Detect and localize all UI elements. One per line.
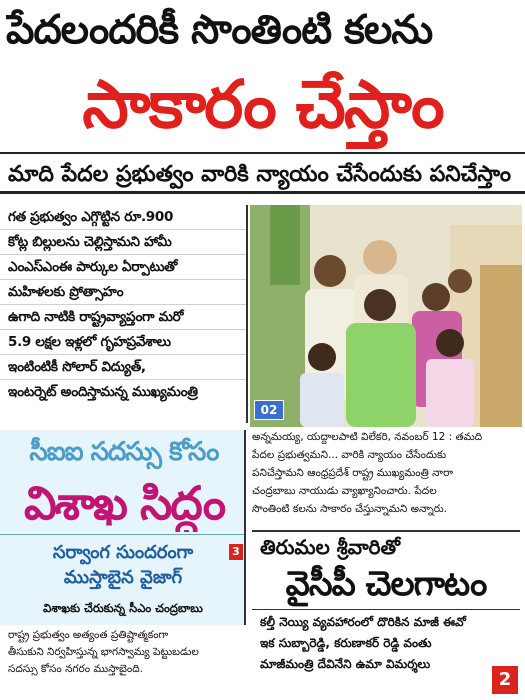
photo-badge: 02 [254,400,284,420]
ttd-main-headline: వైసీపీ చెలగాటం [285,564,487,604]
ttd-body: కల్తీ నెయ్యి వ్యవహారంలో దొరికిన మాజీ ఈవో ఇక సుబ్బారెడ్డి, కరుణాకర్ రెడ్డి వంతు మాజీమంత్రి దేవినేని ఉమా విమర్శలు [260,615,466,671]
page-ref-badge: 3 [229,544,243,560]
cii-subheadline: సర్వాంగ సుందరంగా ముస్తాబైన వైజాగ్ [52,542,194,588]
headline-top: పేదలందరికీ సొంతింటి కలను [6,7,433,53]
page-number-badge: 2 [492,666,518,694]
bullet-item: ఉగాది నాటికి రాష్ట్రవ్యాప్తంగా మరో [0,305,246,330]
cii-body: రాష్ట్ర ప్రభుత్వం అత్యంత ప్రతిష్టాత్మకంగా తీసుకుని నిర్వహిస్తున్న భాగస్వామ్య పెట్టుబడుల సదస్సు కోసం నగరం ముస్తాబైంది. [8,629,199,675]
bullet-item: 5.9 లక్షల ఇళ్లలో గృహప్రవేశాలు [0,330,246,355]
cii-headline: సీఐఐ సదస్సు కోసం [29,437,219,467]
bullet-item: కోట్ల బిల్లులను చెల్లిస్తామని హామీ [0,230,246,255]
cii-main-headline: విశాఖ సిద్ధం [23,476,225,530]
bullet-item: ఇంటర్నెట్ అందిస్తామన్న ముఖ్యమంత్రి [8,384,198,400]
divider [252,609,520,610]
bullet-item: మహిళలకు ప్రోత్సాహం [0,280,246,305]
subheadline: మాది పేదల ప్రభుత్వం వారికి న్యాయం చేసేందుకు పనిచేస్తాం [0,152,525,194]
headline-main: సాకారం చేస్తాం [82,66,443,143]
bullet-list [0,205,248,423]
news-photo [250,205,522,427]
bullet-item: ఇంటింటికీ సోలార్ విద్యుత్, [0,355,246,380]
bullet-item: ఎంఎస్‌ఎంఈ పార్కుల ఏర్పాటుతో [0,255,246,280]
photo-caption: అన్నమయ్య, యద్దాలపాటి విలేకరి, నవంబర్ 12 : తమది పేదల ప్రభుత్వమని... వారికి న్యాయం చేసేందుకు పనిచేస్తామని ఆంధ్రప్రదేశ్ రాష్ట్ర ముఖ్యమంత్రి నారా చంద్రబాబు నాయుడు వ్యాఖ్యానించారు. పేదల సొంతింటి కలను సాకారం చేస్తున్నామని అన్నారు. [252,431,483,515]
cii-kicker: విశాఖకు చేరుకున్న సీఎం చంద్రబాబు [43,601,203,615]
cii-story-box [0,430,246,625]
divider [0,534,244,535]
bullet-item: గత ప్రభుత్వం ఎగ్గొట్టిన రూ.900 [0,205,246,230]
ttd-headline: తిరుమల శ్రీవారితో [252,530,520,560]
